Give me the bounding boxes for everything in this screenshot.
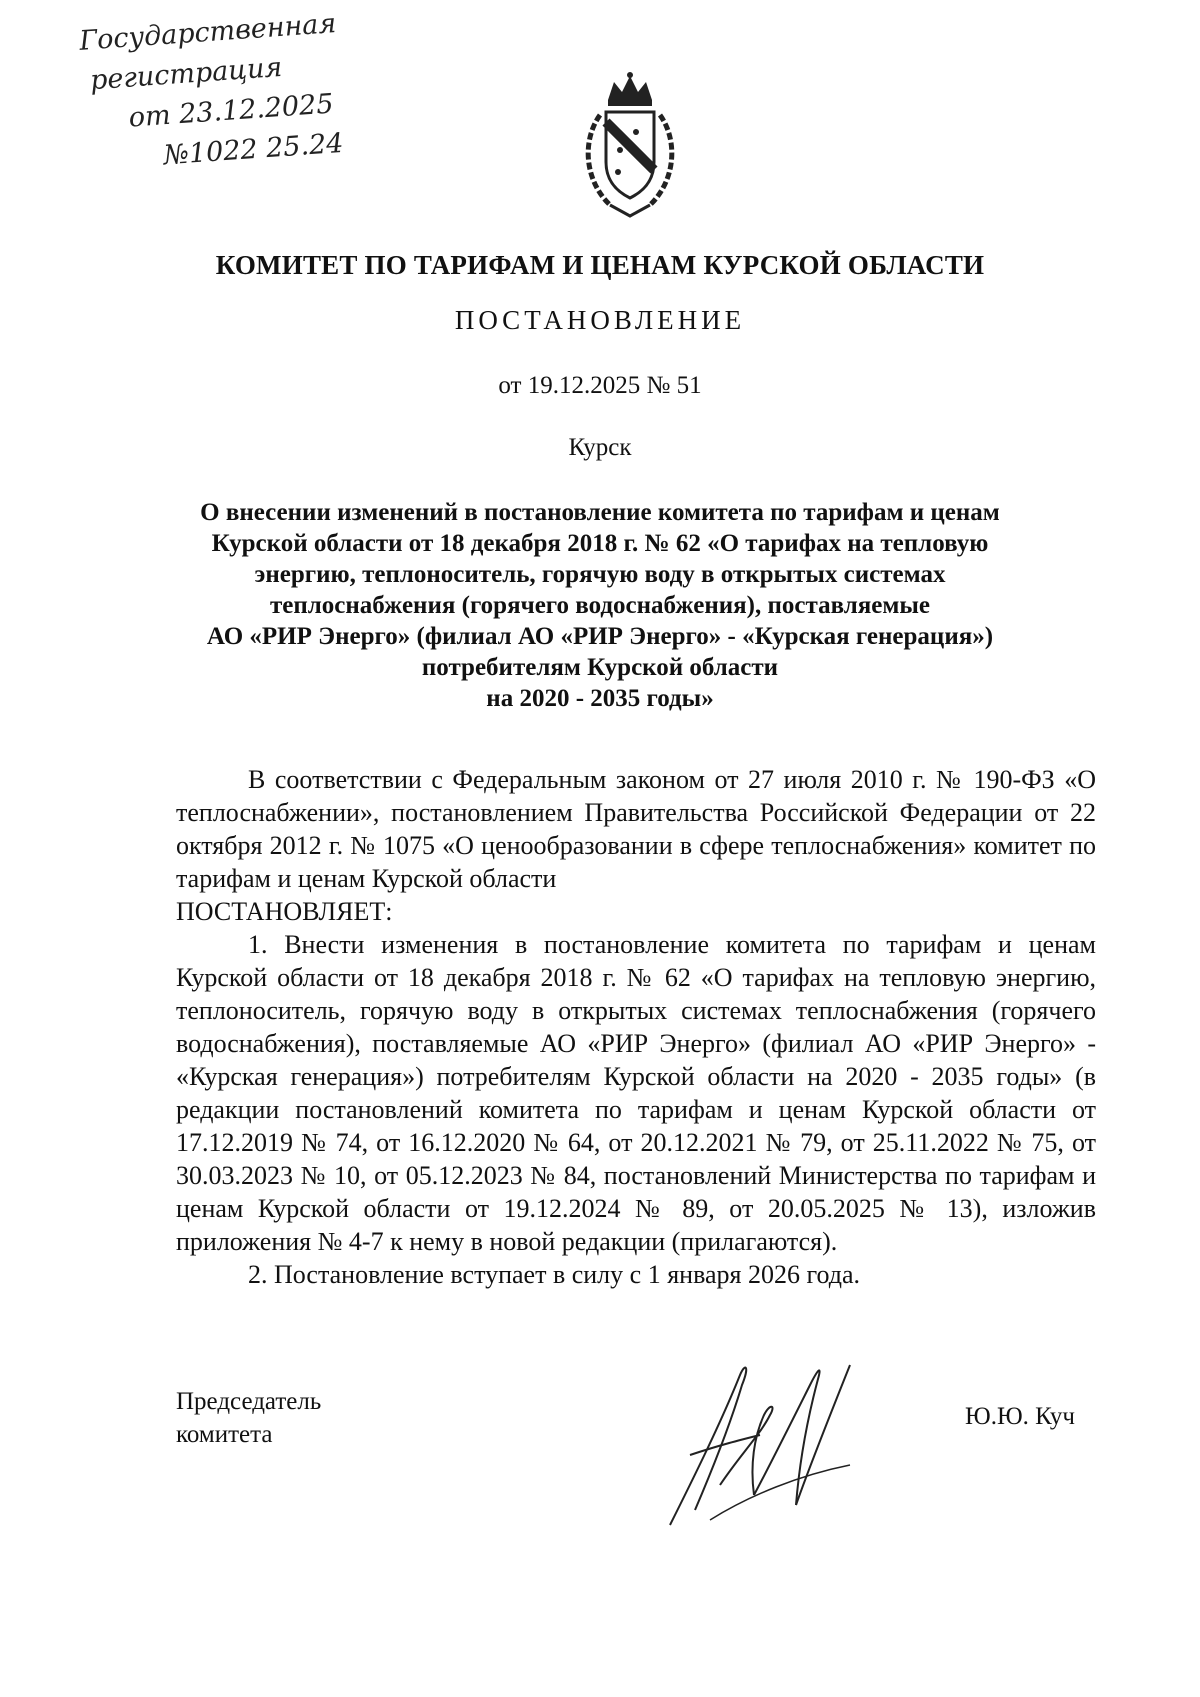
signatory-name: Ю.Ю. Куч — [965, 1403, 1076, 1430]
document-date-number: от 19.12.2025 № 51 — [498, 372, 702, 399]
handwritten-line: №1022 25.24 — [162, 127, 345, 172]
signatory-title-line: комитета — [176, 1421, 273, 1448]
document-body — [176, 763, 1096, 1291]
document-type: ПОСТАНОВЛЕНИЕ — [454, 305, 746, 335]
document-city: Курск — [568, 434, 632, 461]
body-preamble: В соответствии с Федеральным законом от 27 июля 2010 г. № 190-ФЗ «О теплоснабжении», постановлением Правительства Российской Федерации от 22 октября 2012 г. № 1075 «О ценообразовании в сфере теплоснабжения» комитет по тарифам и ценам Курской области — [176, 765, 1096, 893]
subject-line: теплоснабжения (горячего водоснабжения), поставляемые — [269, 592, 931, 619]
kursk-coat-of-arms-icon — [570, 70, 690, 220]
subject-line: на 2020 - 2035 годы» — [486, 685, 714, 712]
body-resolves: ПОСТАНОВЛЯЕТ: — [176, 897, 393, 926]
organization-title: КОМИТЕТ ПО ТАРИФАМ И ЦЕНАМ КУРСКОЙ ОБЛАСТИ — [215, 250, 985, 280]
body-item-1: 1. Внести изменения в постановление комитета по тарифам и ценам Курской области от 18 декабря 2018 г. № 62 «О тарифах на тепловую энергию, теплоноситель, горячую воду в открытых системах теплоснабжения (горячего водоснабжения), поставляемые АО «РИР Энерго» (филиал АО «РИР Энерго» - «Курская генерация») потребителям Курской области на 2020 - 2035 годы» (в редакции постановлений комитета по тарифам и ценам Курской области от 17.12.2019 № 74, от 16.12.2020 № 64, от 20.12.2021 № 79, от 25.11.2022 № 75, от 30.03.2023 № 10, от 05.12.2023 № 84, постановлений Министерства по тарифам и ценам Курской области от 19.12.2024 № 89, от 20.05.2025 № 13), изложив приложения № 4-7 к нему в новой редакции (прилагаются). — [176, 930, 1096, 1256]
handwritten-registration-note — [78, 1, 388, 182]
signatory-title-line: Председатель — [176, 1388, 322, 1415]
subject-line: О внесении изменений в постановление комитета по тарифам и ценам — [200, 499, 1000, 526]
subject-line: энергию, теплоноситель, горячую воду в открытых системах — [254, 561, 946, 588]
signatory-title — [176, 1385, 321, 1451]
subject-line: потребителям Курской области — [421, 654, 779, 681]
handwritten-signature-icon — [650, 1345, 870, 1545]
document-subject — [150, 497, 1050, 714]
subject-line: АО «РИР Энерго» (филиал АО «РИР Энерго» - «Курская генерация») — [206, 623, 994, 650]
body-item-2: 2. Постановление вступает в силу с 1 января 2026 года. — [248, 1260, 861, 1289]
handwritten-line: регистрация — [89, 51, 284, 97]
handwritten-line: Государственная — [78, 8, 338, 57]
subject-line: Курской области от 18 декабря 2018 г. № 62 «О тарифах на тепловую — [211, 530, 989, 557]
handwritten-line: от 23.12.2025 — [127, 88, 335, 134]
